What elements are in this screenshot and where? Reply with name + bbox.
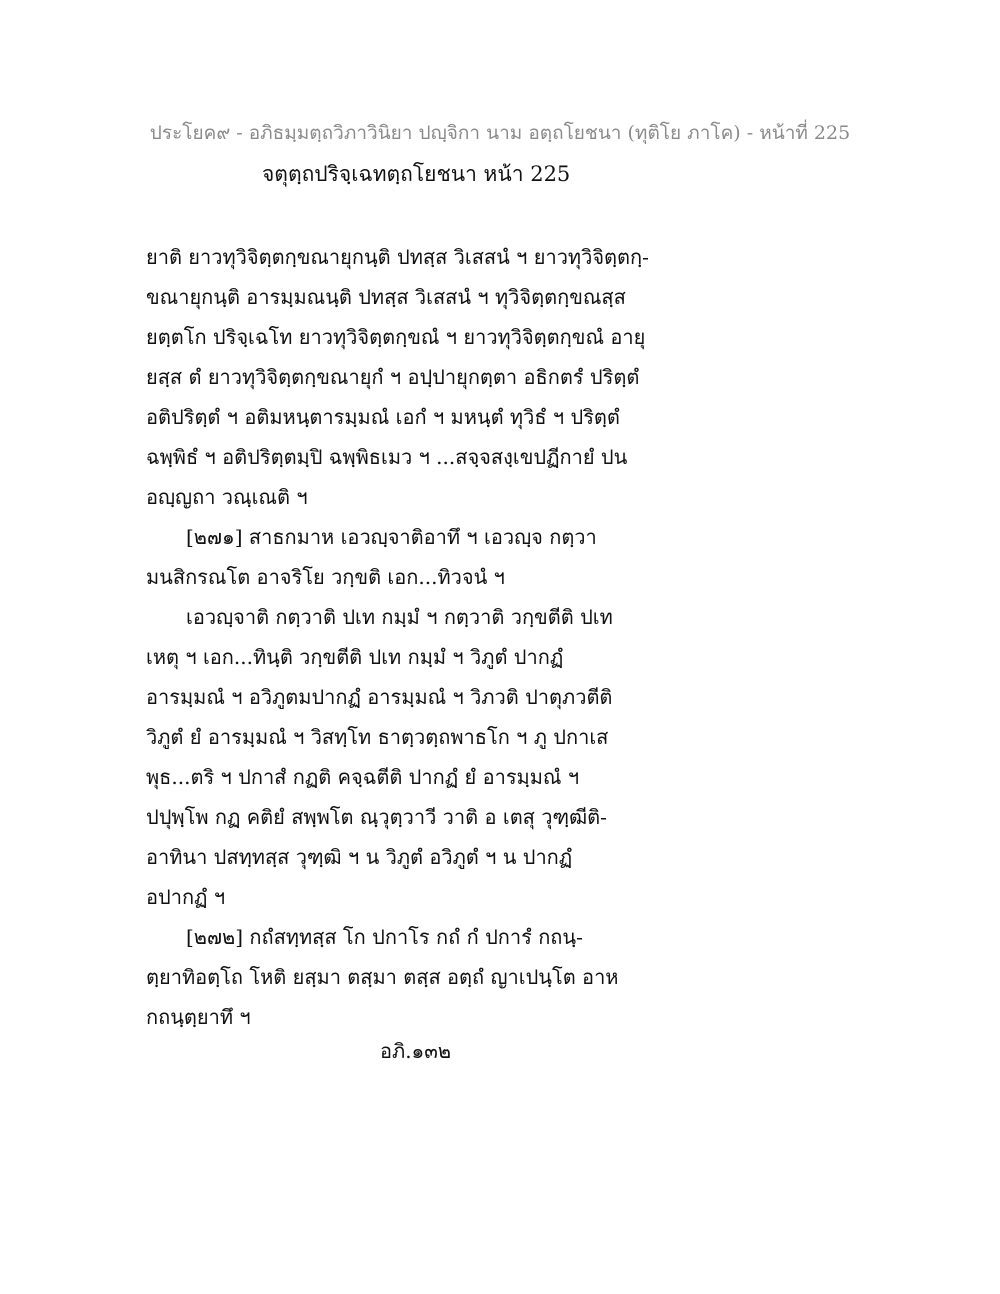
text-line: วิภูตํ ยํ อารมฺมณํ ฯ วิสทฺโท ธาตฺวตฺถพาธโก ฯ ภู ปกาเส [146, 725, 609, 749]
text-line: อปากฏํ ฯ [146, 885, 226, 909]
text-line: ฉพฺพิธํ ฯ อติปริตฺตมฺปิ ฉพฺพิธเมว ฯ ...สจฺจสงฺเขปฏีกายํ ปน [146, 445, 628, 469]
text-line: อาทินา ปสทฺทสฺส วุฑฺฒิ ฯ น วิภูตํ อวิภูตํ ฯ น ปากฏํ [146, 845, 573, 869]
running-header: ประโยค๙ - อภิธมฺมตฺถวิภาวินิยา ปญฺจิกา นาม อตฺถโยชนา (ทุติโย ภาโค) - หน้าที่ 225 [149, 122, 851, 144]
text-line: พุธ...ตริ ฯ ปกาสํ กฏติ คจฺฉตีติ ปากฏํ ยํ อารมฺมณํ ฯ [146, 765, 580, 789]
text-line: อญฺญถา วณฺเณติ ฯ [146, 485, 308, 509]
text-line: ยาติ ยาวทุวิจิตฺตกฺขณายุกนฺติ ปทสฺส วิเสสนํ ฯ ยาวทุวิจิตฺตกฺ- [146, 245, 649, 269]
paragraph-start-line: [๒๗๒] กถํสทฺทสฺส โก ปกาโร กถํ กํ ปการํ กถนฺ- [186, 925, 583, 949]
text-line: ปปุพฺโพ กฏ คติยํ สพฺพโต ณฺวุตฺวาวี วาติ อ เตสุ วุฑฺฒีติ- [146, 805, 607, 829]
text-line: อารมฺมณํ ฯ อวิภูตมปากฏํ อารมฺมณํ ฯ วิภวติ ปาตุภวตีติ [146, 685, 613, 709]
page-marker: อภิ.๑๓๒ [380, 1039, 452, 1063]
text-line: เหตุ ฯ เอก...ทินฺติ วกฺขตีติ ปเท กมฺมํ ฯ วิภูตํ ปากฏํ [146, 645, 564, 669]
text-line: กถนฺตฺยาทึ ฯ [146, 1005, 251, 1029]
section-title: จตุตฺถปริจฺเฉทตฺถโยชนา หน้า 225 [262, 162, 571, 186]
paragraph-start-line: [๒๗๑] สาธกมาห เอวญฺจาติอาทึ ฯ เอวญฺจ กตฺวา [186, 525, 597, 549]
text-line: มนสิกรณโต อาจริโย วกฺขติ เอก...ทิวจนํ ฯ [146, 565, 505, 589]
text-line: ยตฺตโก ปริจฺเฉโท ยาวทุวิจิตฺตกฺขณํ ฯ ยาวทุวิจิตฺตกฺขณํ อายุ [146, 325, 646, 349]
paragraph-start-line: เอวญฺจาติ กตฺวาติ ปเท กมฺมํ ฯ กตฺวาติ วกฺขตีติ ปเท [186, 605, 613, 629]
body-text [146, 237, 649, 1037]
text-line: อติปริตฺตํ ฯ อติมหนฺตารมฺมณํ เอกํ ฯ มหนฺตํ ทุวิธํ ฯ ปริตฺตํ [146, 405, 620, 429]
text-line: ขณายุกนฺติ อารมฺมณนฺติ ปทสฺส วิเสสนํ ฯ ทุวิจิตฺตกฺขณสฺส [146, 285, 626, 309]
text-line: ตฺยาทิอตฺโถ โหติ ยสฺมา ตสฺมา ตสฺส อตฺถํ ญาเปนฺโต อาห [146, 965, 619, 989]
text-line: ยสฺส ตํ ยาวทุวิจิตฺตกฺขณายุกํ ฯ อปฺปายุกตฺตา อธิกตรํ ปริตฺตํ [146, 365, 640, 389]
